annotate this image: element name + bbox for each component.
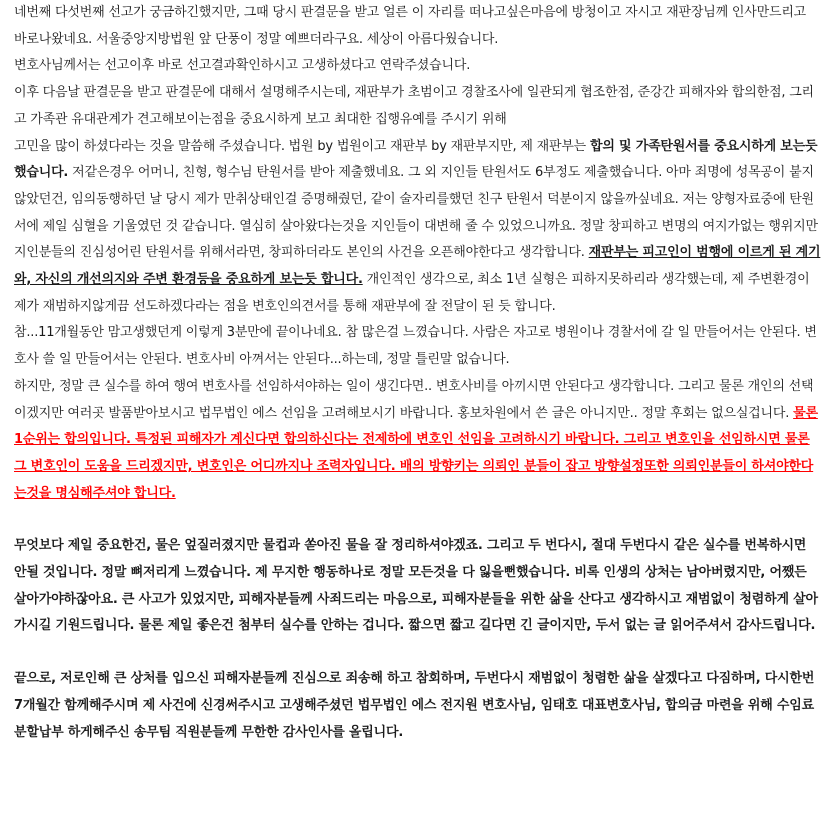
- text-run: 개인적인 생각으로, 최소 1년 실형은 피하지못하리라 생각했는데, 제 주변환경이 제가 재범하지않게끔 선도하겠다라는 점을 변호인의견서를 통해 재판부에 잘 전달이 된 듯 합니다.: [14, 272, 810, 314]
- paragraph-spacer: [14, 640, 822, 666]
- text-run: 참...11개월동안 맘고생했던게 이렇게 3분만에 끝이나네요. 참 많은걸 느꼈습니다. 사람은 자고로 병원이나 경찰서에 갈 일 만들어서는 안된다. 변호사 쓸 일 만들어서는 안된다. 변호사비 아껴서는 안된다...하는데, 정말 틀린말 없습니다.: [14, 325, 817, 368]
- emphasis-bold-underline: 재판부는 피고인이 범행에 이르게 된 계기와, 자신의 개선의지와 주변 환경등을 중요하게 보는듯 합니다.: [14, 245, 821, 288]
- paragraph-1: [14, 0, 822, 53]
- paragraph-2: [14, 53, 822, 80]
- text-run: 고민을 많이 하셨다라는 것을 말씀해 주셨습니다. 법원 by 법원이고 재판부 by 재판부지만, 제 재판부는: [14, 138, 590, 154]
- document-body: [14, 0, 822, 746]
- text-run: 무엇보다 제일 중요한건, 물은 엎질러졌지만 물컵과 쏟아진 물을 잘 정리하셔야겠죠. 그리고 두 번다시, 절대 두번다시 같은 실수를 번복하시면 안될 것입니다. 정말 뼈저리게 느꼈습니다. 제 무지한 행동하나로 정말 모든것을 다 잃을뻔했습니다. 비록 인생의 상처는 남아버렸지만, 어쨌든 살아가야하잖아요. 큰 사고가 있었지만, 피해자분들께 사죄드리는 마음으로, 피해자분들을 위한 삶을 산다고 생각하시고 재범없이 청렴하게 살아가시길 기원드립니다. 물론 제일 좋은건 첨부터 실수를 안하는 겁니다. 짧으면 짧고 길다면 긴 글이지만, 두서 없는 글 읽어주셔서 감사드립니다.: [14, 538, 818, 634]
- paragraph-4: [14, 134, 822, 321]
- text-run: 변호사님께서는 선고이후 바로 선고결과확인하시고 고생하셨다고 연락주셨습니다.: [14, 58, 471, 74]
- emphasis-bold: 합의 및 가족탄원서를 중요시하게 보는듯 했습니다.: [14, 138, 818, 181]
- paragraph-6: [14, 374, 822, 508]
- paragraph-5: [14, 320, 822, 373]
- text-run: 네번째 다섯번째 선고가 궁금하긴했지만, 그때 당시 판결문을 받고 얼른 이 자리를 떠나고싶은마음에 방청이고 자시고 재판장님께 인사만드리고 바로나왔네요. 서울중앙지방법원 앞 단풍이 정말 예쁘더라구요. 세상이 아름다웠습니다.: [14, 5, 807, 47]
- text-run: 이후 다음날 판결문을 받고 판결문에 대해서 설명해주시는데, 재판부가 초범이고 경찰조사에 일관되게 협조한점, 준강간 피해자와 합의한점, 그리고 가족관 유대관계가 견고해보이는점을 중요시하게 보고 최대한 집행유예를 주시기 위해: [14, 85, 814, 127]
- text-run: 저같은경우 어머니, 친형, 형수님 탄원서를 받아 제출했네요. 그 외 지인들 탄원서도 6부정도 제출했습니다. 아마 죄명에 성목공이 붙지않았던건, 임의동행하던 날 당시 제가 만취상태인걸 증명해줬던, 같이 술자리를했던 친구 탄원서 덕분이지 않을까싶네요. 저는 양형자료중에 탄원서에 제일 심혈을 기울였던 것 같습니다. 열심히 살아왔다는것을 지인들이 대변해 줄 수 있었으니까요. 정말 창피하고 변명의 여지가없는 행위지만 지인분들의 진심성어린 탄원서를 위해서라면, 창피하더라도 본인의 사건을 오픈해야한다고 생각합니다.: [14, 165, 818, 261]
- paragraph-closing-advice: [14, 533, 822, 640]
- paragraph-acknowledgement: [14, 666, 822, 746]
- text-run: 하지만, 정말 큰 실수를 하여 행여 변호사를 선임하셔야하는 일이 생긴다면.. 변호사비를 아끼시면 안된다고 생각합니다. 그리고 물론 개인의 선택이겠지만 여러곳 발품받아보시고 법무법인 에스 선임을 고려해보시기 바랍니다. 홍보차원에서 쓴 글은 아니지만.. 정말 후회는 없으실겁니다.: [14, 378, 814, 421]
- paragraph-3: [14, 80, 822, 133]
- paragraph-spacer: [14, 507, 822, 533]
- emphasis-red-warning: 물론 1순위는 합의입니다. 특정된 피해자가 계신다면 합의하신다는 전제하에 변호인 선임을 고려하시기 바랍니다. 그리고 변호인을 선임하시면 물론 그 변호인이 도움을 드리겠지만, 변호인은 어디까지나 조력자입니다. 배의 방향키는 의뢰인 분들이 잡고 방향설정또한 의뢰인분들이 하셔야한다는것을 명심해주셔야 합니다.: [14, 405, 818, 501]
- text-run: 끝으로, 저로인해 큰 상처를 입으신 피해자분들께 진심으로 죄송해 하고 참회하며, 두번다시 재범없이 청렴한 삶을 살겠다고 다짐하며, 다시한번 7개월간 함께해주시며 제 사건에 신경써주시고 고생해주셨던 법무법인 에스 전지원 변호사님, 임태호 대표변호사님, 합의금 마련을 위해 수임료 분할납부 하게해주신 송무팀 직원분들께 무한한 감사인사를 올립니다.: [14, 671, 815, 740]
